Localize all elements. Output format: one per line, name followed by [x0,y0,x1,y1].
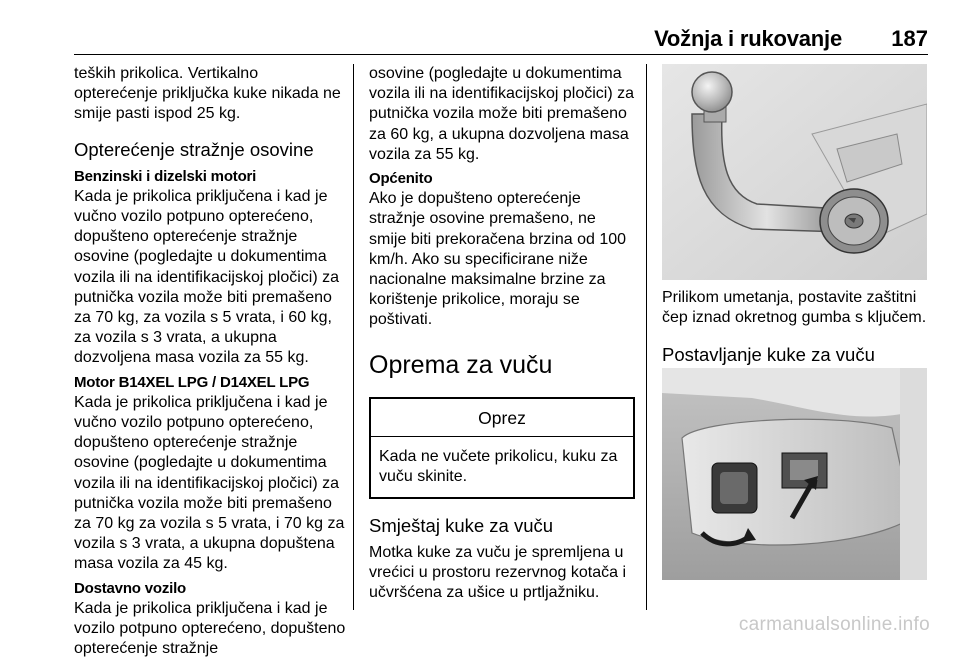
header-rule [74,54,928,55]
mounting-drawing [662,368,927,580]
header-title: Vožnja i rukovanje [654,26,842,51]
general-subheading: Općenito [369,170,433,188]
rear-axle-continuation: osovine (pogledajte u dokumentima vozila ili na identifikacijskoj pločici) za putnička vozila može biti premašeno za 60 kg, a ukupna dozvoljena masa vozila za 55 kg. [369,65,634,163]
column-divider-2 [646,64,647,610]
towbar-illustration [662,64,927,280]
column-1 [74,64,346,659]
caution-box [369,397,635,499]
towbar-storage-text: Motka kuke za vuču je spremljena u vrećici u prostoru rezervnog kotača i učvršćena za ušice u prtljažniku. [369,543,626,602]
rear-axle-heading: Opterećenje stražnje osovine [74,138,314,160]
towbar-drawing [662,64,927,280]
caution-text: Kada ne vučete prikolicu, kuku za vuču skinite. [379,447,618,485]
van-subheading: Dostavno vozilo [74,579,187,597]
caution-title: Oprez [371,399,633,437]
towing-equipment-heading: Oprema za vuču [369,350,553,379]
column-3 [662,288,928,372]
petrol-diesel-text: Kada je prikolica priključena i kad je vučno vozilo potpuno opterećeno, dopušteno opterećenje stražnje osovine (pogledajte u dokumentima vozila ili na identifikacijskoj pločici) za putnička vozila može biti premašeno za 70 kg, za vozila s 5 vrata, i 60 kg, za vozila s 3 vrata, a ukupna dozvoljena masa vozila za 55 kg. [74,187,339,367]
lpg-engine-text: Kada je prikolica priključena i kad je vučno vozilo potpuno opterećeno, dopušteno opterećenje stražnje osovine (pogledajte u dokumentima vozila ili na identifikacijskoj pločici) za putnička vozila može biti premašeno za 70 kg za vozila s 5 vrata, i 70 kg za vozila s 3 vrata, a ukupna dopuštena masa vozila za 45 kg. [74,393,345,573]
column-2 [369,64,635,603]
general-text: Ako je dopušteno opterećenje stražnje osovine premašeno, ne smije biti prekoračena brzina od 100 km/h. Ako su specificirane niže nacionalne maksimalne brzine za korištenje prikolice, moraju se poštivati. [369,190,627,329]
petrol-diesel-subheading: Benzinski i dizelski motori [74,167,257,185]
lpg-engine-subheading: Motor B14XEL LPG / D14XEL LPG [74,373,310,391]
intro-paragraph: teških prikolica. Vertikalno opterećenje priključka kuke nikada ne smije pasti ispod 25 kg. [74,65,341,123]
towbar-storage-heading: Smještaj kuke za vuču [369,514,554,536]
column-divider-1 [353,64,354,610]
page-number: 187 [891,26,928,51]
towbar-caption: Prilikom umetanja, postavite zaštitni čep iznad okretnog gumba s ključem. [662,289,927,327]
mounting-heading: Postavljanje kuke za vuču [662,344,875,366]
van-text: Kada je prikolica priključena i kad je vozilo potpuno opterećeno, dopušteno opterećenje stražnje [74,599,346,658]
mounting-illustration [662,368,927,580]
footer-watermark: carmanualsonline.info [738,614,930,635]
